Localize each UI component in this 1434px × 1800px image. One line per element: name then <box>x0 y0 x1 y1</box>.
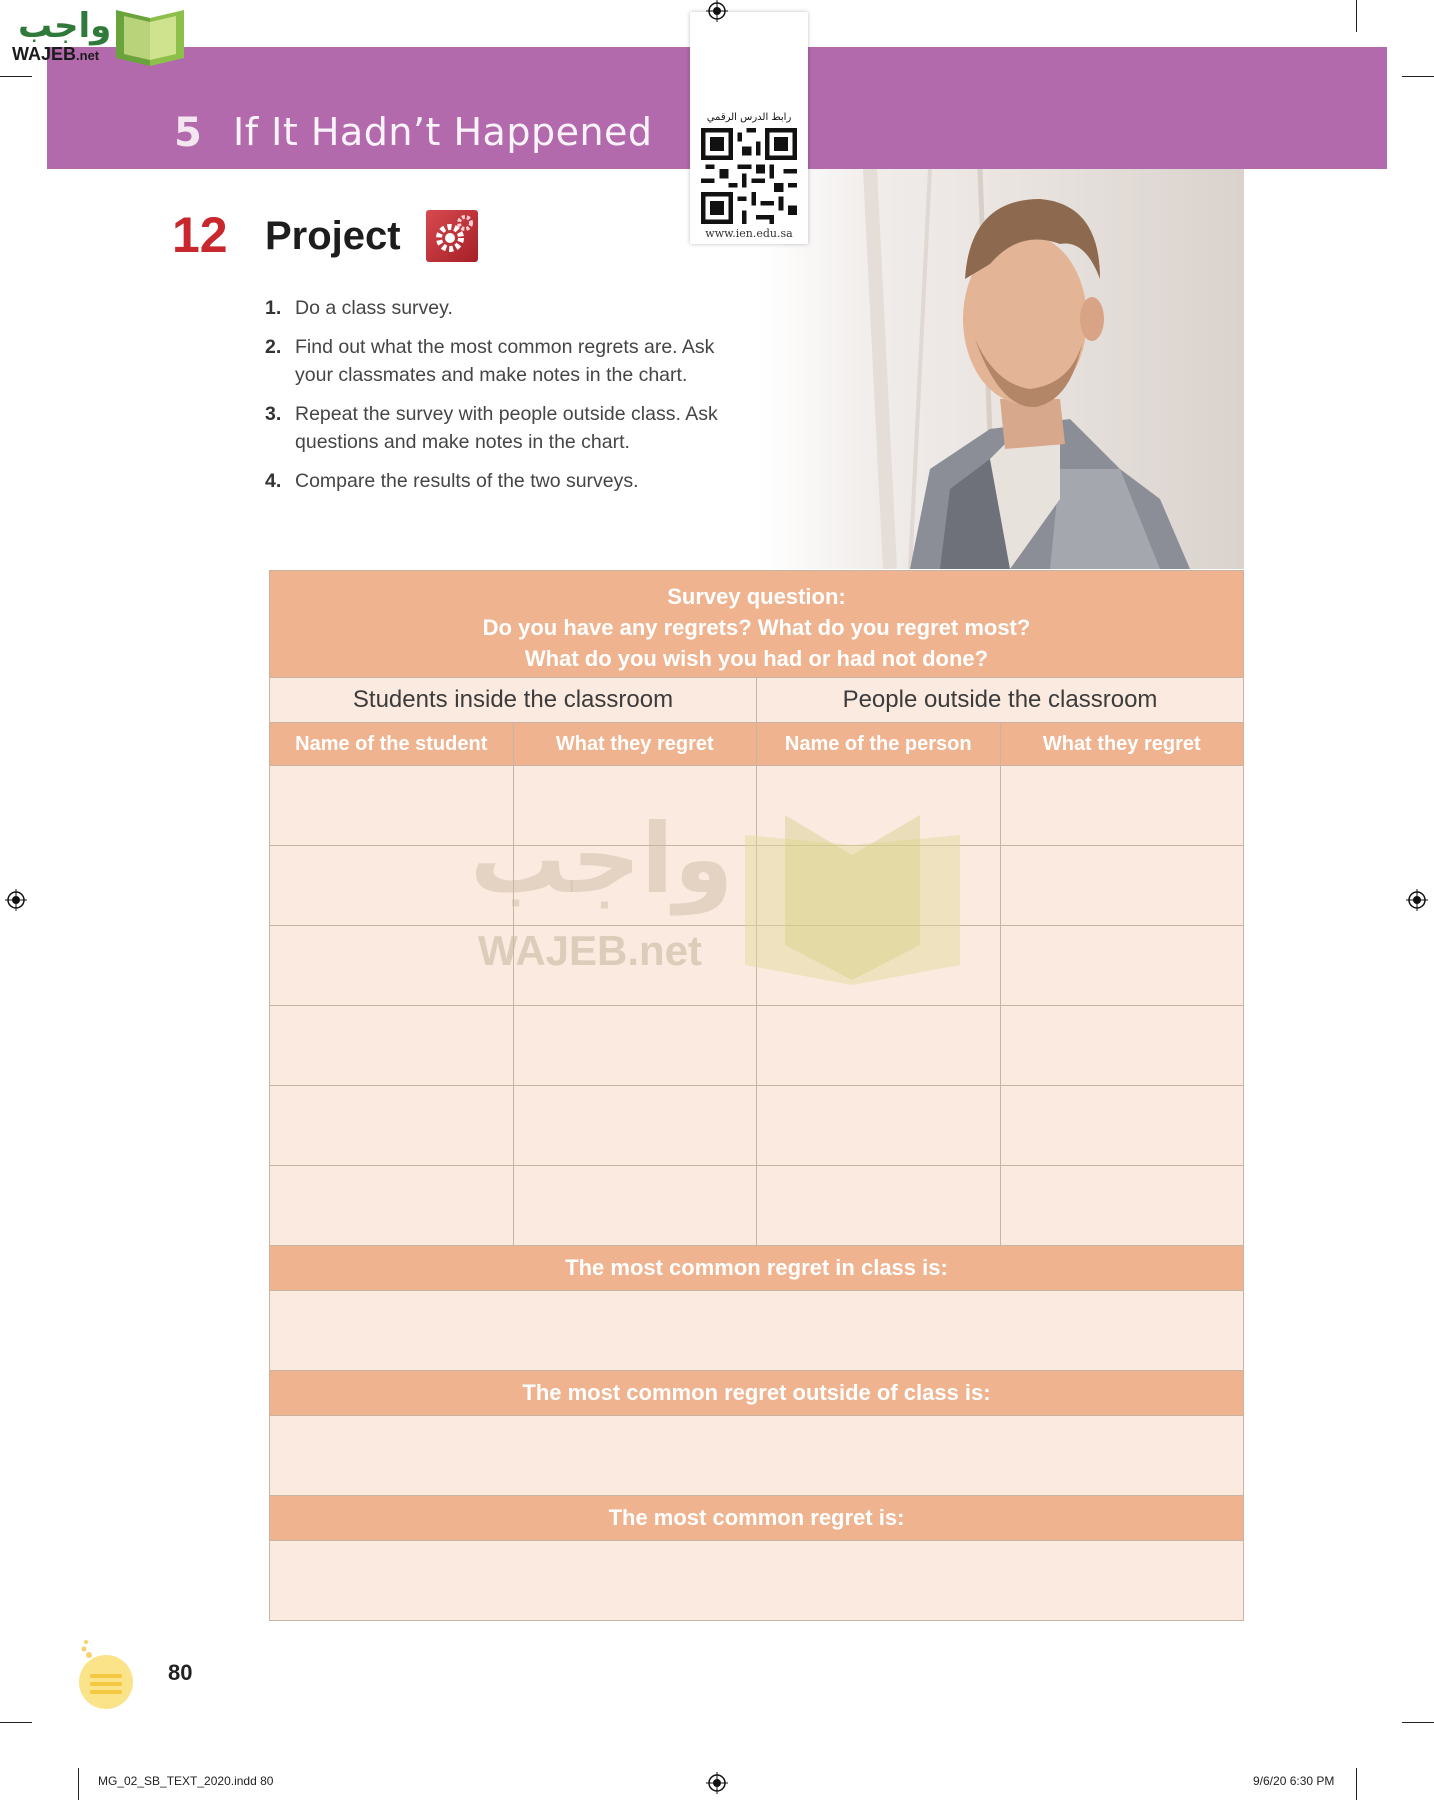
column-header: Name of the person <box>757 723 1001 765</box>
list-item <box>265 333 735 389</box>
summary-overall-header: The most common regret is: <box>270 1496 1243 1541</box>
table-row <box>270 766 1243 846</box>
table-row <box>270 1086 1243 1166</box>
footer-date: 9/6/20 6:30 PM <box>1253 1774 1335 1788</box>
table-cell[interactable] <box>1001 1006 1244 1085</box>
list-item <box>265 467 735 495</box>
table-cell[interactable] <box>1001 926 1244 1005</box>
crop-mark <box>0 76 32 77</box>
instruction-list <box>265 294 735 506</box>
crop-mark <box>78 1768 79 1800</box>
table-row <box>270 846 1243 926</box>
step-text: Repeat the survey with people outside class. Ask questions and make notes in the chart. <box>295 403 718 453</box>
survey-question-line: What do you wish you had or had not done? <box>524 646 989 671</box>
step-number: 1. <box>265 297 282 319</box>
crop-mark <box>1356 0 1357 32</box>
registration-mark-icon <box>706 1772 728 1794</box>
summary-overall-field[interactable] <box>270 1541 1243 1620</box>
watermark-arabic: واجب <box>470 803 734 915</box>
table-cell[interactable] <box>270 1086 514 1165</box>
summary-in-class-header: The most common regret in class is: <box>270 1246 1243 1291</box>
summary-outside-header: The most common regret outside of class is: <box>270 1371 1243 1416</box>
table-cell[interactable] <box>757 1006 1001 1085</box>
table-cell[interactable] <box>270 846 514 925</box>
table-row <box>270 1166 1243 1246</box>
table-cell[interactable] <box>514 846 758 925</box>
table-cell[interactable] <box>514 926 758 1005</box>
group-header-row <box>270 678 1243 723</box>
table-cell[interactable] <box>514 1086 758 1165</box>
table-cell[interactable] <box>757 1166 1001 1245</box>
column-header: Name of the student <box>270 723 514 765</box>
site-logo-latin: WAJEB.net <box>12 44 100 64</box>
site-logo-arabic: واجب <box>18 6 112 46</box>
section-title: Project <box>265 214 401 258</box>
survey-question-header <box>270 571 1243 678</box>
site-logo[interactable] <box>8 6 193 66</box>
watermark-latin: WAJEB.net <box>478 927 703 974</box>
group-inside-header: Students inside the classroom <box>270 678 757 722</box>
footer-file-info: MG_02_SB_TEXT_2020.indd 80 <box>98 1774 274 1788</box>
list-item <box>265 294 735 322</box>
qr-code-icon[interactable] <box>701 128 797 224</box>
registration-mark-icon <box>1406 889 1428 911</box>
table-cell[interactable] <box>1001 766 1244 845</box>
page-number: 80 <box>168 1660 193 1685</box>
table-cell[interactable] <box>1001 1086 1244 1165</box>
table-cell[interactable] <box>757 846 1001 925</box>
group-outside-header: People outside the classroom <box>757 678 1243 722</box>
crop-mark <box>1402 76 1434 77</box>
table-cell[interactable] <box>270 766 514 845</box>
table-cell[interactable] <box>270 1166 514 1245</box>
table-cell[interactable] <box>757 1086 1001 1165</box>
list-item <box>265 400 735 456</box>
qr-card[interactable] <box>690 12 808 244</box>
qr-url[interactable]: www.ien.edu.sa <box>705 227 793 240</box>
column-header: What they regret <box>514 723 758 765</box>
ien-logo-icon <box>76 1638 138 1714</box>
survey-question-label: Survey question: <box>667 584 846 609</box>
step-number: 2. <box>265 336 282 358</box>
step-text: Compare the results of the two surveys. <box>295 470 639 492</box>
table-cell[interactable] <box>757 926 1001 1005</box>
registration-mark-icon <box>706 0 728 22</box>
survey-table <box>269 570 1244 1621</box>
table-cell[interactable] <box>514 1166 758 1245</box>
crop-mark <box>1402 1722 1434 1723</box>
table-cell[interactable] <box>514 1006 758 1085</box>
table-cell[interactable] <box>757 766 1001 845</box>
qr-label: رابط الدرس الرقمي <box>706 112 792 123</box>
step-text: Find out what the most common regrets are. Ask your classmates and make notes in the chart. <box>295 336 715 386</box>
section-number: 12 <box>172 207 228 263</box>
table-row <box>270 1006 1243 1086</box>
table-cell[interactable] <box>270 926 514 1005</box>
book-icon <box>108 8 192 66</box>
step-number: 3. <box>265 403 282 425</box>
crop-mark <box>0 1722 32 1723</box>
unit-title: If It Hadn’t Happened <box>233 110 653 154</box>
table-cell[interactable] <box>270 1006 514 1085</box>
survey-question-line: Do you have any regrets? What do you regret most? <box>482 615 1031 640</box>
photo-regretful-man <box>760 169 1244 569</box>
table-cell[interactable] <box>1001 1166 1244 1245</box>
table-cell[interactable] <box>1001 846 1244 925</box>
column-header: What they regret <box>1042 733 1201 755</box>
gears-icon <box>426 210 478 262</box>
summary-in-class-field[interactable] <box>270 1291 1243 1371</box>
registration-mark-icon <box>5 889 27 911</box>
table-cell[interactable] <box>514 766 758 845</box>
column-header-row <box>270 723 1243 766</box>
unit-number: 5 <box>174 110 202 156</box>
table-row <box>270 926 1243 1006</box>
step-text: Do a class survey. <box>295 297 453 319</box>
step-number: 4. <box>265 470 282 492</box>
summary-outside-field[interactable] <box>270 1416 1243 1496</box>
crop-mark <box>1356 1768 1357 1800</box>
